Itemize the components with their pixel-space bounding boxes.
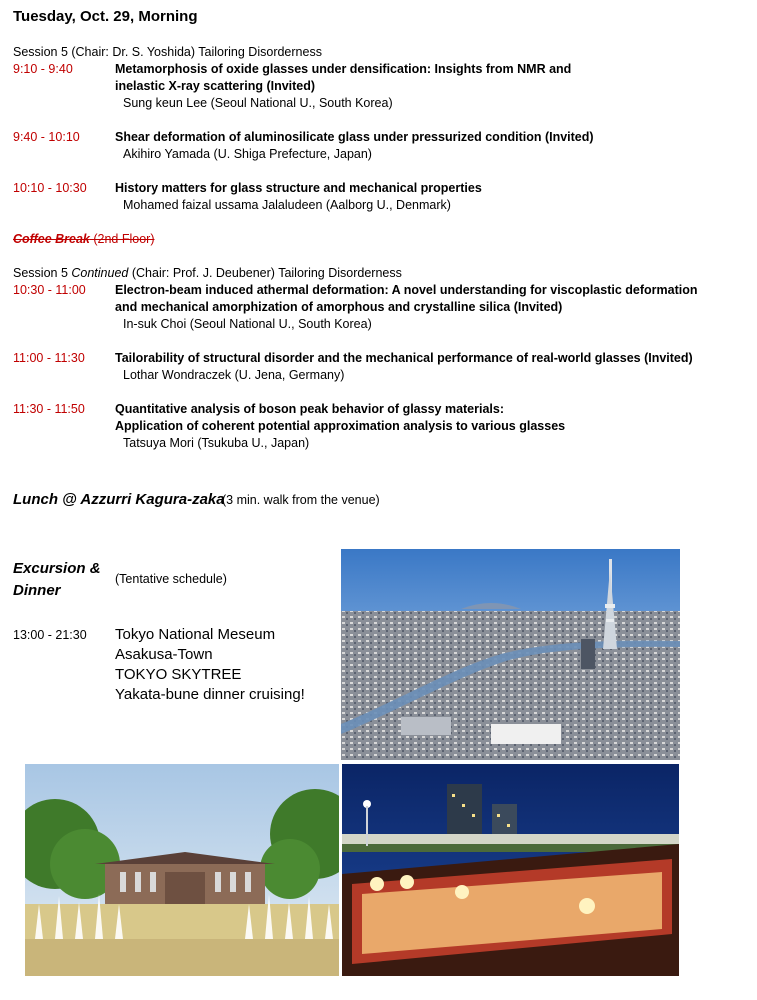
excursion-title-line: Excursion & [13, 560, 101, 577]
session-heading-text: (Chair: Prof. J. Deubener) Tailoring Disorderness [128, 266, 402, 280]
talk-speaker: Sung keun Lee (Seoul National U., South Korea) [123, 96, 393, 110]
excursion-item: Asakusa-Town [115, 646, 213, 663]
lunch-title: Lunch @ Azzurri Kagura-zaka [13, 491, 225, 508]
museum-photo [25, 764, 339, 976]
talk-title: Shear deformation of aluminosilicate glass under pressurized condition (Invited) [115, 130, 594, 144]
talk-title-line: Metamorphosis of oxide glasses under densification: Insights from NMR and [115, 62, 572, 76]
talk-time: 10:30 - 11:00 [13, 283, 86, 297]
coffee-break-label: Coffee Break [13, 232, 90, 246]
talk-time: 10:10 - 10:30 [13, 181, 87, 195]
excursion-title [13, 558, 108, 602]
talk-speaker: Tatsuya Mori (Tsukuba U., Japan) [123, 436, 310, 450]
yakatabune-photo [342, 764, 679, 976]
excursion-time: 13:00 - 21:30 [13, 628, 87, 642]
session-heading: Session 5 (Chair: Dr. S. Yoshida) Tailoring Disorderness [13, 45, 322, 59]
excursion-item: Yakata-bune dinner cruising! [115, 686, 305, 703]
session-heading-italic: Continued [71, 266, 129, 280]
talk-title-line: and mechanical amorphization of amorphous and crystalline silica (Invited) [115, 300, 563, 314]
day-title: Tuesday, Oct. 29, Morning [13, 8, 198, 25]
excursion-note: (Tentative schedule) [115, 572, 227, 586]
excursion-item: TOKYO SKYTREE [115, 666, 242, 683]
talk-title-line: Electron-beam induced athermal deformation: A novel understanding for viscoplastic deformation [115, 283, 698, 297]
talk-time: 11:00 - 11:30 [13, 351, 85, 365]
talk-title-line: inelastic X-ray scattering (Invited) [115, 79, 316, 93]
excursion-list [115, 625, 305, 705]
excursion-title-line: Dinner [13, 582, 61, 599]
skytree-photo [341, 549, 680, 760]
talk-title-line: Quantitative analysis of boson peak behavior of glassy materials: [115, 402, 505, 416]
talk-title-line: Application of coherent potential approximation analysis to various glasses [115, 419, 566, 433]
talk-time: 9:40 - 10:10 [13, 130, 80, 144]
talk-speaker: Lothar Wondraczek (U. Jena, Germany) [123, 368, 345, 382]
talk-title: Tailorability of structural disorder and the mechanical performance of real-world glasses (Invited) [115, 351, 693, 365]
talk-time: 11:30 - 11:50 [13, 402, 85, 416]
talk-title [115, 61, 571, 95]
talk-time: 9:10 - 9:40 [13, 62, 73, 76]
session-heading-text: Session 5 [13, 266, 72, 280]
talk-speaker: Akihiro Yamada (U. Shiga Prefecture, Japan) [123, 147, 372, 161]
talk-title [115, 282, 698, 316]
lunch-note: (3 min. walk from the venue) [222, 493, 380, 507]
coffee-break-location: (2nd Floor) [89, 232, 155, 246]
talk-title [115, 401, 565, 435]
talk-speaker: Mohamed faizal ussama Jalaludeen (Aalborg U., Denmark) [123, 198, 451, 212]
talk-title: History matters for glass structure and mechanical properties [115, 181, 482, 195]
session-heading-continued [13, 266, 402, 280]
excursion-item: Tokyo National Meseum [115, 626, 276, 643]
talk-speaker: In-suk Choi (Seoul National U., South Korea) [123, 317, 372, 331]
coffee-break [13, 232, 155, 246]
